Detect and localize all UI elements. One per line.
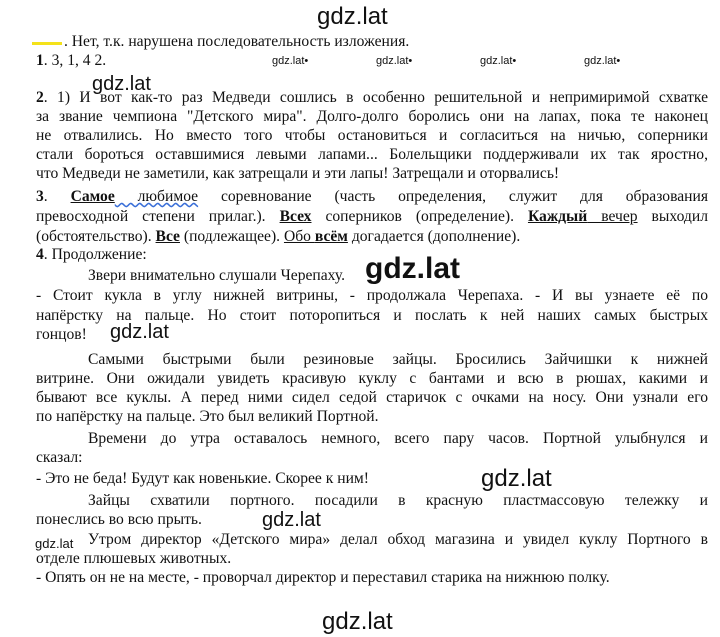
doc-line: что Медведи не заметили, как затрещали и эти лапы! Затрещали и оторвались!	[36, 165, 560, 182]
doc-line: сказал:	[36, 449, 83, 466]
watermark: gdz.lat•	[272, 55, 309, 67]
watermark: gdz.lat	[322, 608, 393, 635]
doc-line: гонцов!	[36, 326, 87, 343]
watermark: gdz.lat•	[584, 55, 621, 67]
doc-line: 2. 1) И вот как-то раз Медведи сошлись в особенно решительной и непримиримой схватке	[36, 89, 708, 106]
doc-line: не отвалились. Но вместо того чтобы остановиться и согласиться на ничью, соперники	[36, 127, 708, 144]
doc-line: - Опять он не на месте, - проворчал директор и переставил старика на нижнюю полку.	[36, 569, 610, 586]
doc-line: - Это не беда! Будут как новенькие. Скорее к ним!	[36, 470, 369, 487]
watermark: gdz.lat	[35, 536, 74, 551]
doc-line: . Нет, т.к. нарушена последовательность изложения.	[64, 33, 410, 50]
doc-line: превосходной степени прилаг.). Всех соперников (определение). Каждый вечер выходил	[36, 208, 708, 225]
doc-line: Звери внимательно слушали Черепаху.	[88, 267, 346, 284]
watermark: gdz.lat	[110, 321, 169, 343]
doc-line: по напёрстку на пальце. Это был великий Портной.	[36, 408, 379, 425]
doc-line: стали бороться оставшимися левыми лапами... Болельщики поддерживали их так яростно,	[36, 146, 708, 163]
doc-line: отделе плюшевых животных.	[36, 550, 232, 567]
doc-line: Самыми быстрыми были резиновые зайцы. Бросились Зайчишки к нижней	[88, 351, 708, 368]
doc-line: (обстоятельство). Все (подлежащее). Обо всём догадается (дополнение).	[36, 228, 521, 245]
doc-line: 1. 3, 1, 4 2.	[36, 52, 107, 69]
watermark: gdz.lat•	[480, 55, 517, 67]
doc-line: витрине. Они ожидали увидеть красивую куклу с бантами и всю в рюшах, какими и	[36, 370, 708, 387]
doc-line: - Стоит кукла в углу нижней витрины, - продолжала Черепаха. - И вы узнаете её по	[36, 287, 708, 304]
doc-line: 3. Самое любимое соревнование (часть определения, служит для образования	[36, 188, 709, 205]
watermark: gdz.lat	[481, 465, 552, 492]
doc-line: Зайцы схватили портного. посадили в красную пластмассовую тележку и	[88, 492, 708, 509]
doc-line: Времени до утра оставалось немного, всего пару часов. Портной улыбнулся и	[88, 430, 708, 447]
doc-line: за звание чемпиона "Детского мира". Долго-долго боролись они на лапах, пока те наконец	[36, 108, 708, 125]
watermark: gdz.lat	[317, 3, 388, 30]
doc-line: понеслись во всю прыть.	[36, 511, 202, 528]
doc-line: напёрстку на пальце. Но стоит поторопиться и послать к ней наших самых быстрых	[36, 307, 708, 324]
doc-line: 4. Продолжение:	[36, 246, 147, 263]
watermark: gdz.lat	[92, 73, 151, 95]
doc-line: бывают все куклы. А перед ними сидел седой старичок с очками на носу. Они узнали его	[36, 389, 708, 406]
watermark: gdz.lat	[262, 509, 321, 531]
watermark: gdz.lat•	[376, 55, 413, 67]
doc-line: Утром директор «Детского мира» делал обход магазина и увидел куклу Портного в	[88, 531, 708, 548]
watermark: gdz.lat	[365, 252, 460, 285]
